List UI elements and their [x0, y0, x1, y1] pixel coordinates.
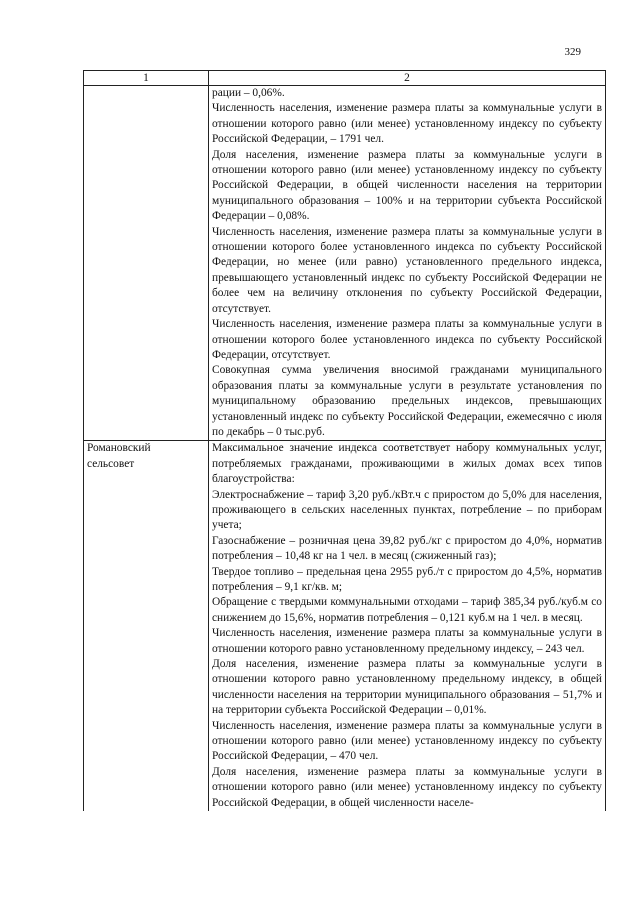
paragraph: Твердое топливо – предельная цена 2955 руб./т с приростом до 4,5%, норматив потребления – 9,1 кг/кв. м; — [212, 565, 602, 593]
municipality-name-line: Романовский — [87, 442, 151, 455]
municipality-name-cell — [84, 441, 209, 811]
table-header-row — [84, 71, 606, 86]
paragraph: Совокупная сумма увеличения вносимой гражданами муниципального образования платы за коммунальные услуги в результате установления по муниципальному образованию предельных индексов, превышающих установленный индекс по субъекту Российской Федерации, ежемесячно с июля по декабрь – 0 тыс.руб. — [212, 364, 602, 438]
page-number: 329 — [564, 46, 581, 58]
municipality-name-cell — [84, 86, 209, 441]
paragraph: Электроснабжение – тариф 3,20 руб./кВт.ч с приростом до 5,0% для населения, проживающего в сельских населенных пунктах, потребление – по приборам учета; — [212, 488, 602, 532]
table-body — [84, 86, 606, 812]
indicator-description-cell — [209, 441, 606, 811]
paragraph: Численность населения, изменение размера платы за коммунальные услуги в отношении которого равно (или менее) установленному индексу по субъекту Российской Федерации, – 1791 чел. — [212, 102, 602, 146]
municipality-name-line: сельсовет — [87, 457, 135, 470]
paragraph: Численность населения, изменение размера платы за коммунальные услуги в отношении которого равно (или менее) установленному индексу по субъекту Российской Федерации, – 470 чел. — [212, 719, 602, 763]
paragraph: Доля населения, изменение размера платы за коммунальные услуги в отношении которого равно (или менее) установленному индексу по субъекту Российской Федерации, в общей численности населе- — [212, 765, 602, 809]
indicator-description-cell — [209, 86, 606, 441]
paragraph: рации – 0,06%. — [212, 87, 285, 99]
paragraph: Газоснабжение – розничная цена 39,82 руб./кг с приростом до 4,0%, норматив потребления – 10,48 кг на 1 чел. в месяц (сжиженный газ); — [212, 534, 602, 563]
table-row — [84, 441, 606, 811]
paragraph: Максимальное значение индекса соответствует набору коммунальных услуг, потребляемых гражданами, проживающими в жилых домах всех типов благоустройства: — [212, 442, 602, 486]
table-row — [84, 86, 606, 441]
paragraph: Обращение с твердыми коммунальными отходами – тариф 385,34 руб./куб.м со снижением до 15,6%, норматив потребления – 0,121 куб.м на 1 чел. в месяц. — [212, 596, 602, 624]
paragraph: Численность населения, изменение размера платы за коммунальные услуги в отношении которого равно установленному предельному индексу, – 243 чел. — [212, 627, 602, 655]
paragraph: Доля населения, изменение размера платы за коммунальные услуги в отношении которого равно (или менее) установленному индексу по субъекту Российской Федерации, в общей численности населения на территории муниципального образования – 100% и на территории субъекта Российской Федерации – 0,08%. — [212, 148, 602, 223]
paragraph: Численность населения, изменение размера платы за коммунальные услуги в отношении которого более установленного индекса по субъекту Российской Федерации, но менее (или равно) установленного предельного индекса, превышающего установленный индекс по субъекту Российской Федерации не более чем на величину отклонения по субъекту Российской Федерации, отсутствует. — [212, 225, 602, 315]
column-header-1: 1 — [84, 71, 209, 86]
paragraph: Численность населения, изменение размера платы за коммунальные услуги в отношении которого более установленного индекса по субъекту Российской Федерации, отсутствует. — [212, 318, 602, 361]
paragraph: Доля населения, изменение размера платы за коммунальные услуги в отношении которого равно установленному предельному индексу, в общей численности населения на территории муниципального образования – 51,7% и на территории субъекта Российской Федерации – 0,01%. — [212, 658, 602, 717]
column-header-2: 2 — [209, 71, 606, 86]
document-table — [83, 70, 606, 811]
